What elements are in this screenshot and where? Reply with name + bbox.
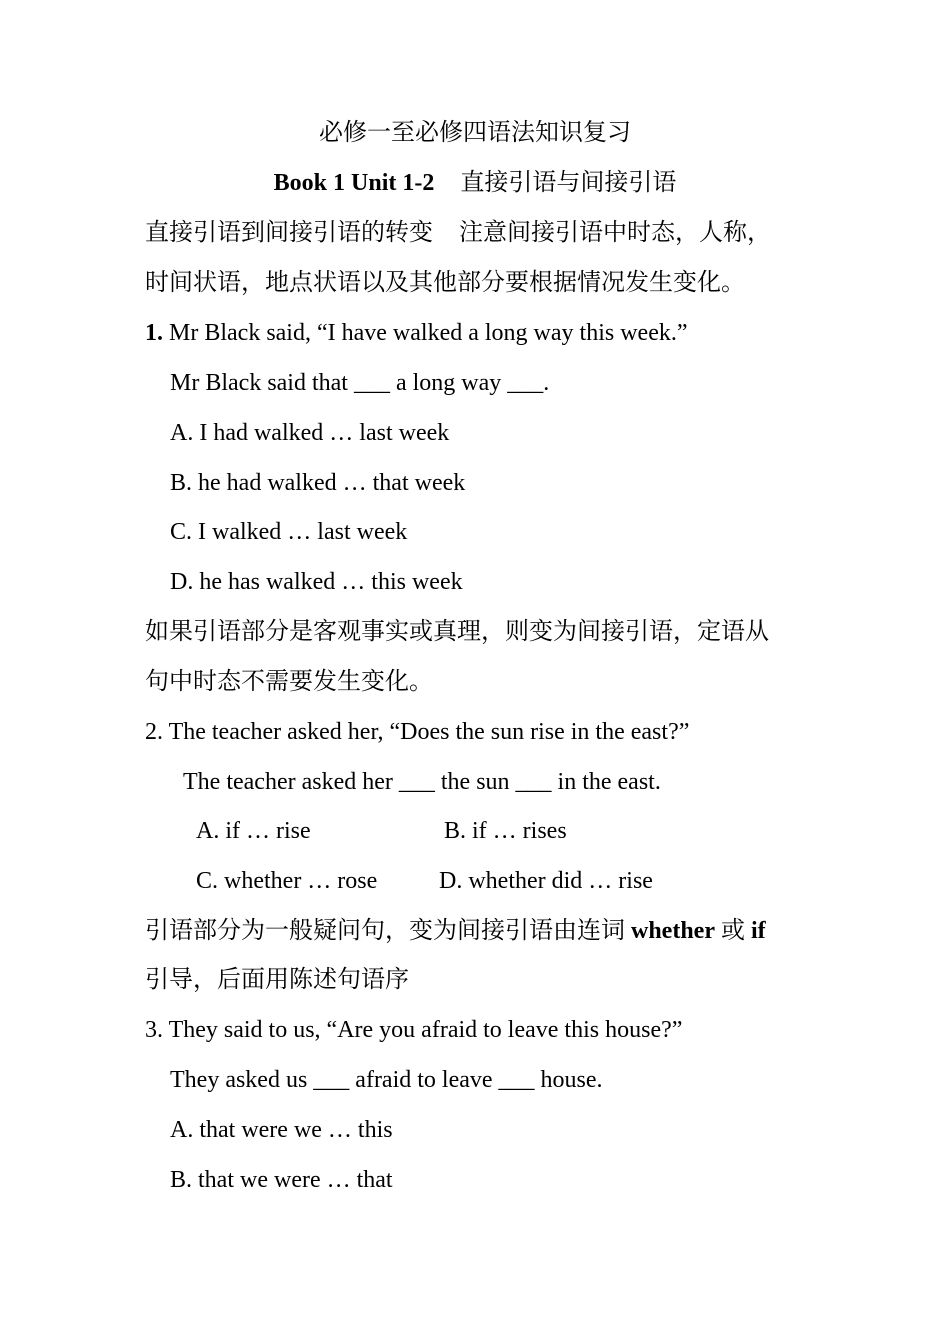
- topic-label: 直接引语与间接引语: [460, 170, 677, 196]
- question-2-option-c: C. whether … rose: [196, 868, 378, 894]
- intro-line-2: 时间状语，地点状语以及其他部分要根据情况发生变化。: [145, 270, 745, 296]
- note-2-line-2: 句中时态不需要发生变化。: [145, 669, 433, 695]
- note-2-line-1: 如果引语部分是客观事实或真理，则变为间接引语，定语从: [145, 619, 769, 645]
- question-2-option-d: D. whether did … rise: [439, 868, 653, 894]
- question-1: [145, 318, 688, 348]
- note-3-text-b: 或: [714, 918, 751, 944]
- keyword-whether: whether: [631, 918, 715, 944]
- section-heading: [0, 168, 950, 198]
- note-3-line-1: [145, 916, 766, 946]
- question-1-stem: Mr Black said that ___ a long way ___.: [170, 370, 550, 396]
- intro-text-a: 直接引语到间接引语的转变: [145, 220, 433, 246]
- question-1-option-c: C. I walked … last week: [170, 519, 408, 545]
- question-3-option-a: A. that were we … this: [170, 1117, 393, 1143]
- question-number: 1.: [145, 320, 163, 346]
- intro-text-b: 注意间接引语中时态，人称，: [459, 220, 771, 246]
- keyword-if: if: [750, 918, 766, 944]
- note-3-text-a: 引语部分为一般疑问句，变为间接引语由连词: [145, 918, 631, 944]
- intro-line-1: [145, 218, 771, 248]
- note-3-line-2: 引导，后面用陈述句语序: [145, 967, 409, 993]
- question-2-option-a: A. if … rise: [196, 818, 311, 844]
- page-title: 必修一至必修四语法知识复习: [319, 120, 631, 146]
- question-1-option-a: A. I had walked … last week: [170, 420, 450, 446]
- question-2-option-b: B. if … rises: [444, 818, 567, 844]
- question-3: 3. They said to us, “Are you afraid to leave this house?”: [145, 1017, 683, 1043]
- question-2: 2. The teacher asked her, “Does the sun rise in the east?”: [145, 719, 690, 745]
- question-1-option-d: D. he has walked … this week: [170, 569, 463, 595]
- question-3-option-b: B. that we were … that: [170, 1167, 393, 1193]
- question-1-option-b: B. he had walked … that week: [170, 470, 466, 496]
- unit-label: Book 1 Unit 1-2: [273, 170, 435, 196]
- question-2-stem: The teacher asked her ___ the sun ___ in the east.: [183, 769, 661, 795]
- question-3-stem: They asked us ___ afraid to leave ___ house.: [170, 1067, 603, 1093]
- question-text: Mr Black said, “I have walked a long way this week.”: [163, 320, 688, 346]
